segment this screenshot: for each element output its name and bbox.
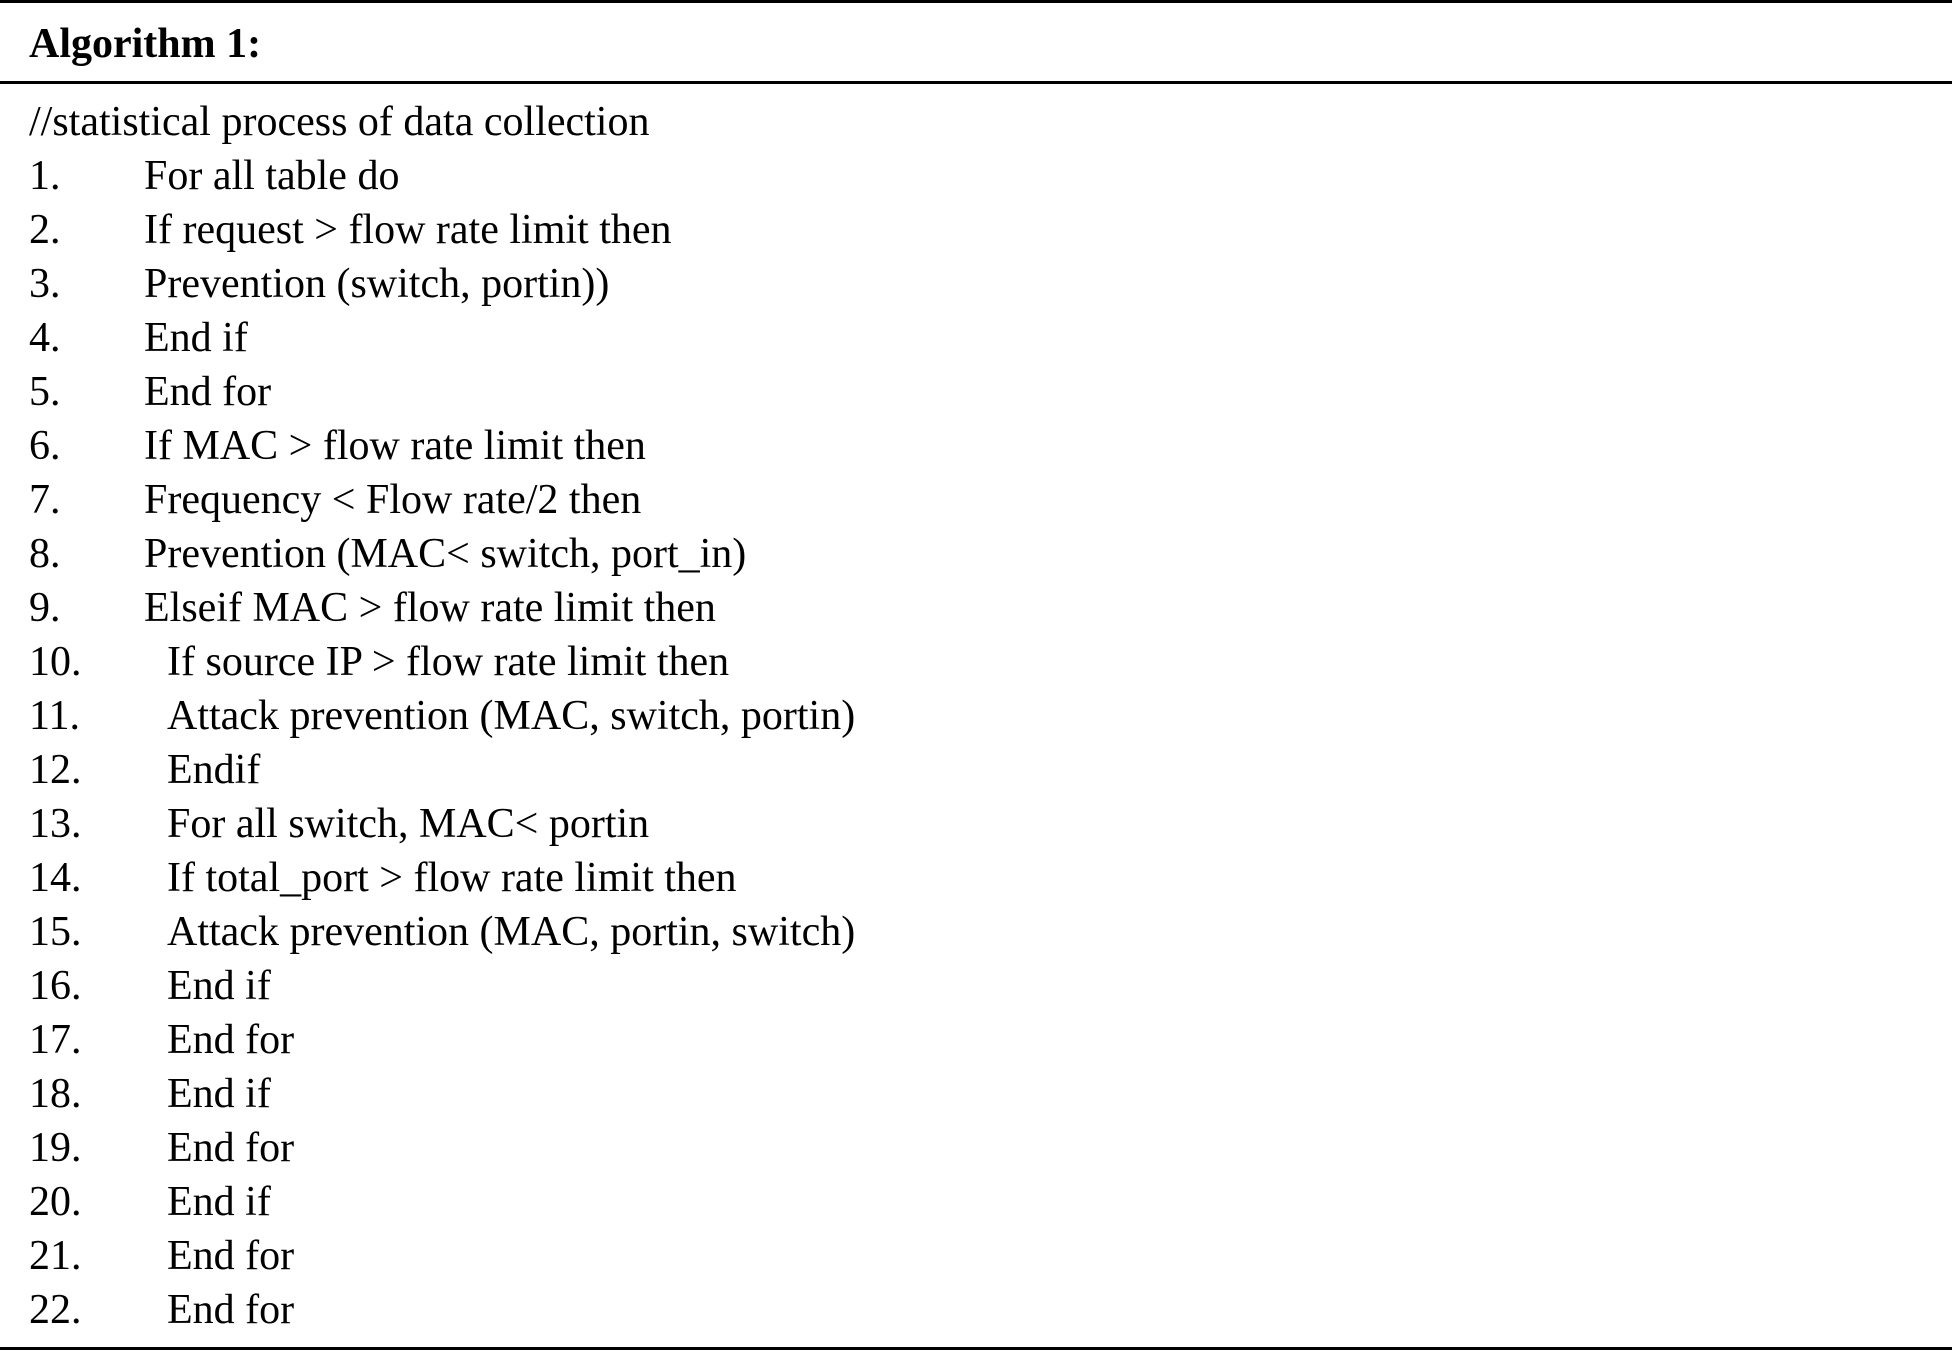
algorithm-line bbox=[0, 743, 1952, 797]
algorithm-lines bbox=[0, 149, 1952, 1337]
algorithm-line bbox=[0, 635, 1952, 689]
line-number: 15. bbox=[29, 909, 82, 955]
algorithm-line bbox=[0, 419, 1952, 473]
line-number: 5. bbox=[29, 369, 61, 415]
line-statement: If source IP > flow rate limit then bbox=[167, 639, 730, 685]
algorithm-line bbox=[0, 1067, 1952, 1121]
algorithm-line bbox=[0, 365, 1952, 419]
line-statement: End for bbox=[167, 1233, 295, 1279]
algorithm-comment: //statistical process of data collection bbox=[29, 99, 650, 145]
algorithm-line bbox=[0, 689, 1952, 743]
line-statement: For all switch, MAC< portin bbox=[167, 801, 650, 847]
algorithm-line bbox=[0, 1121, 1952, 1175]
algorithm-line bbox=[0, 905, 1952, 959]
line-number: 3. bbox=[29, 261, 61, 307]
line-statement: Attack prevention (MAC, switch, portin) bbox=[167, 693, 856, 739]
line-statement: If MAC > flow rate limit then bbox=[144, 423, 646, 469]
algorithm-line bbox=[0, 1283, 1952, 1337]
line-statement: End for bbox=[167, 1017, 295, 1063]
algorithm-line bbox=[0, 851, 1952, 905]
line-number: 13. bbox=[29, 801, 82, 847]
line-statement: End for bbox=[144, 369, 272, 415]
algorithm-line bbox=[0, 581, 1952, 635]
line-statement: End for bbox=[167, 1125, 295, 1171]
line-statement: Prevention (switch, portin)) bbox=[144, 261, 610, 307]
line-statement: Frequency < Flow rate/2 then bbox=[144, 477, 642, 523]
line-statement: End if bbox=[167, 1071, 271, 1117]
line-number: 9. bbox=[29, 585, 61, 631]
line-number: 20. bbox=[29, 1179, 82, 1225]
algorithm-line bbox=[0, 311, 1952, 365]
algorithm-title: Algorithm 1: bbox=[29, 21, 262, 67]
line-number: 12. bbox=[29, 747, 82, 793]
line-number: 11. bbox=[29, 693, 80, 739]
line-statement: Endif bbox=[167, 747, 261, 793]
line-statement: End if bbox=[167, 963, 271, 1009]
algorithm-line bbox=[0, 1013, 1952, 1067]
algorithm-line bbox=[0, 203, 1952, 257]
line-number: 4. bbox=[29, 315, 61, 361]
line-number: 17. bbox=[29, 1017, 82, 1063]
line-statement: End if bbox=[167, 1179, 271, 1225]
line-statement: Elseif MAC > flow rate limit then bbox=[144, 585, 716, 631]
algorithm-line bbox=[0, 473, 1952, 527]
bottom-rule bbox=[0, 1347, 1952, 1350]
header-rule bbox=[0, 81, 1952, 84]
line-statement: End if bbox=[144, 315, 248, 361]
line-number: 6. bbox=[29, 423, 61, 469]
line-statement: If request > flow rate limit then bbox=[144, 207, 672, 253]
line-number: 14. bbox=[29, 855, 82, 901]
line-number: 10. bbox=[29, 639, 82, 685]
line-number: 21. bbox=[29, 1233, 82, 1279]
algorithm-line bbox=[0, 257, 1952, 311]
line-number: 2. bbox=[29, 207, 61, 253]
algorithm-line bbox=[0, 1229, 1952, 1283]
algorithm-line bbox=[0, 797, 1952, 851]
line-statement: For all table do bbox=[144, 153, 400, 199]
line-statement: Attack prevention (MAC, portin, switch) bbox=[167, 909, 856, 955]
line-statement: End for bbox=[167, 1287, 295, 1333]
line-number: 8. bbox=[29, 531, 61, 577]
line-number: 1. bbox=[29, 153, 61, 199]
line-statement: If total_port > flow rate limit then bbox=[167, 855, 737, 901]
algorithm-line bbox=[0, 1175, 1952, 1229]
line-statement: Prevention (MAC< switch, port_in) bbox=[144, 531, 747, 577]
line-number: 7. bbox=[29, 477, 61, 523]
algorithm-line bbox=[0, 149, 1952, 203]
line-number: 22. bbox=[29, 1287, 82, 1333]
algorithm-line bbox=[0, 959, 1952, 1013]
line-number: 19. bbox=[29, 1125, 82, 1171]
top-rule bbox=[0, 0, 1952, 3]
line-number: 18. bbox=[29, 1071, 82, 1117]
line-number: 16. bbox=[29, 963, 82, 1009]
algorithm-line bbox=[0, 527, 1952, 581]
